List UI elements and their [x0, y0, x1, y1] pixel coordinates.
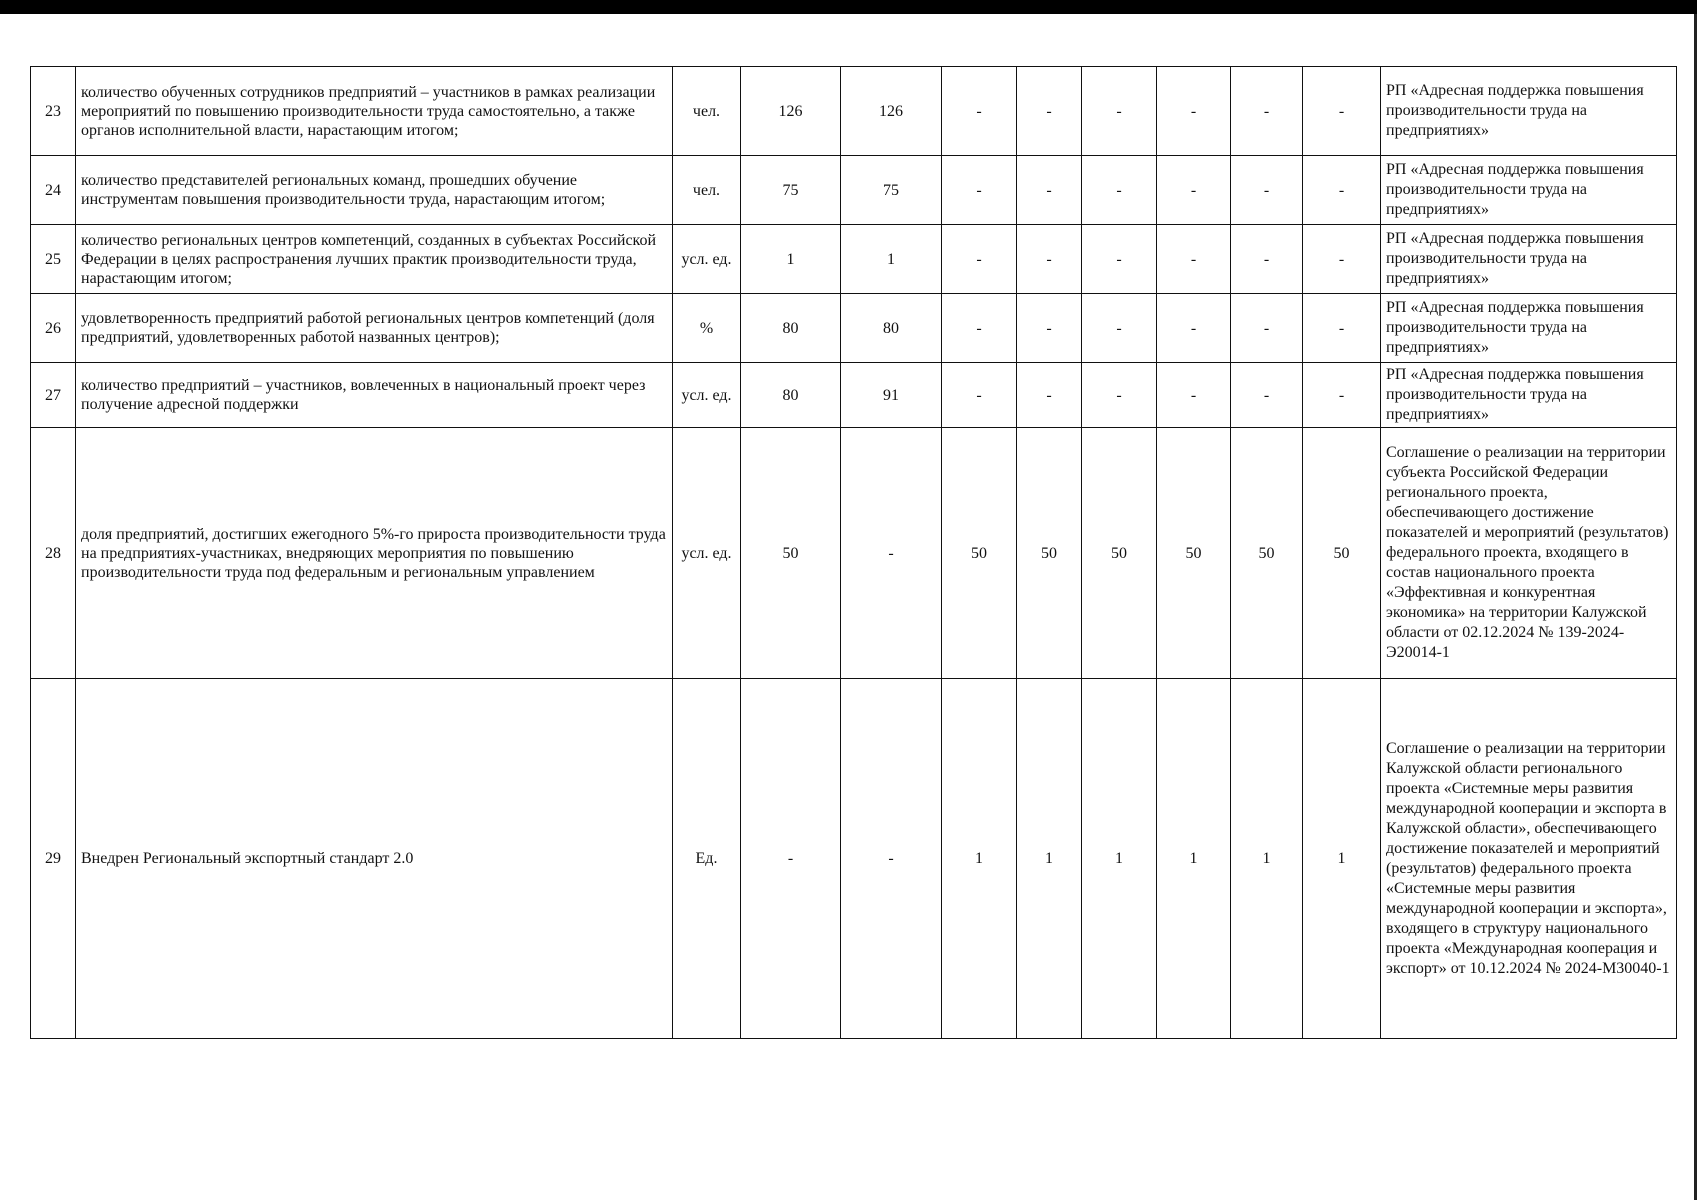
- value-cell: -: [741, 679, 841, 1039]
- value-cell: -: [841, 679, 942, 1039]
- unit-cell: усл. ед.: [673, 428, 741, 679]
- value-cell: 126: [741, 67, 841, 156]
- value-cell: 50: [942, 428, 1017, 679]
- source-document: Соглашение о реализации на территории Калужской области регионального проекта «Системные меры развития международной кооперации и экспорта в Калужской области», обеспечивающего достижение показателей и мероприятий (результатов) федерального проекта «Системные меры развития международной кооперации и экспорта», входящего в структуру национального проекта «Международная кооперация и экспорт» от 10.12.2024 № 2024-М30040-1: [1381, 679, 1677, 1039]
- value-cell: -: [1082, 225, 1157, 294]
- value-cell: -: [1157, 225, 1231, 294]
- value-cell: -: [1082, 67, 1157, 156]
- indicator-description: удовлетворенность предприятий работой региональных центров компетенций (доля предприятий, удовлетворенных работой названных центров);: [76, 294, 673, 363]
- value-cell: 91: [841, 363, 942, 428]
- value-cell: 1: [1017, 679, 1082, 1039]
- table-row: [31, 156, 1677, 225]
- indicator-description: количество обученных сотрудников предприятий – участников в рамках реализации мероприятий по повышению производительности труда самостоятельно, а также органов исполнительной власти, нарастающим итогом;: [76, 67, 673, 156]
- value-cell: -: [841, 428, 942, 679]
- unit-cell: усл. ед.: [673, 225, 741, 294]
- row-number: 24: [31, 156, 76, 225]
- value-cell: -: [1231, 294, 1303, 363]
- value-cell: 1: [1157, 679, 1231, 1039]
- value-cell: -: [1017, 363, 1082, 428]
- value-cell: 50: [1231, 428, 1303, 679]
- source-document: РП «Адресная поддержка повышения производительности труда на предприятиях»: [1381, 363, 1677, 428]
- value-cell: -: [1231, 225, 1303, 294]
- value-cell: -: [1017, 294, 1082, 363]
- value-cell: -: [942, 294, 1017, 363]
- scan-top-band: [0, 0, 1697, 14]
- row-number: 26: [31, 294, 76, 363]
- unit-cell: чел.: [673, 67, 741, 156]
- value-cell: 50: [1017, 428, 1082, 679]
- value-cell: 80: [741, 363, 841, 428]
- value-cell: 1: [741, 225, 841, 294]
- value-cell: 1: [841, 225, 942, 294]
- value-cell: 80: [741, 294, 841, 363]
- value-cell: -: [1017, 67, 1082, 156]
- indicator-description: количество предприятий – участников, вовлеченных в национальный проект через получение адресной поддержки: [76, 363, 673, 428]
- value-cell: -: [1082, 294, 1157, 363]
- value-cell: -: [1231, 363, 1303, 428]
- value-cell: -: [1231, 67, 1303, 156]
- value-cell: -: [1157, 67, 1231, 156]
- indicator-description: Внедрен Региональный экспортный стандарт 2.0: [76, 679, 673, 1039]
- value-cell: 50: [741, 428, 841, 679]
- value-cell: -: [942, 363, 1017, 428]
- table-row: [31, 679, 1677, 1039]
- unit-cell: чел.: [673, 156, 741, 225]
- value-cell: 80: [841, 294, 942, 363]
- source-document: Соглашение о реализации на территории субъекта Российской Федерации регионального проекта, обеспечивающего достижение показателей и мероприятий (результатов) федерального проекта, входящего в состав национального проекта «Эффективная и конкурентная экономика» на территории Калужской области от 02.12.2024 № 139-2024-Э20014-1: [1381, 428, 1677, 679]
- row-number: 29: [31, 679, 76, 1039]
- row-number: 28: [31, 428, 76, 679]
- indicator-description: количество региональных центров компетенций, созданных в субъектах Российской Федерации в целях распространения лучших практик производительности труда, нарастающим итогом;: [76, 225, 673, 294]
- value-cell: 50: [1303, 428, 1381, 679]
- source-document: РП «Адресная поддержка повышения производительности труда на предприятиях»: [1381, 294, 1677, 363]
- value-cell: -: [942, 225, 1017, 294]
- value-cell: -: [1303, 294, 1381, 363]
- row-number: 27: [31, 363, 76, 428]
- value-cell: 50: [1082, 428, 1157, 679]
- unit-cell: усл. ед.: [673, 363, 741, 428]
- indicator-description: количество представителей региональных команд, прошедших обучение инструментам повышения производительности труда, нарастающим итогом;: [76, 156, 673, 225]
- value-cell: -: [1082, 363, 1157, 428]
- value-cell: -: [1303, 225, 1381, 294]
- value-cell: -: [1017, 225, 1082, 294]
- value-cell: -: [1157, 363, 1231, 428]
- source-document: РП «Адресная поддержка повышения производительности труда на предприятиях»: [1381, 67, 1677, 156]
- value-cell: -: [1157, 156, 1231, 225]
- value-cell: 1: [1231, 679, 1303, 1039]
- source-document: РП «Адресная поддержка повышения производительности труда на предприятиях»: [1381, 225, 1677, 294]
- value-cell: 126: [841, 67, 942, 156]
- value-cell: 1: [1303, 679, 1381, 1039]
- value-cell: -: [1082, 156, 1157, 225]
- value-cell: -: [942, 67, 1017, 156]
- value-cell: 75: [741, 156, 841, 225]
- value-cell: -: [1303, 156, 1381, 225]
- value-cell: 1: [942, 679, 1017, 1039]
- unit-cell: Ед.: [673, 679, 741, 1039]
- table-row: [31, 363, 1677, 428]
- value-cell: -: [1017, 156, 1082, 225]
- indicator-description: доля предприятий, достигших ежегодного 5%-го прироста производительности труда на предприятиях-участниках, внедряющих мероприятия по повышению производительности труда под федеральным и региональным управлением: [76, 428, 673, 679]
- value-cell: -: [1303, 363, 1381, 428]
- table-row: [31, 428, 1677, 679]
- row-number: 25: [31, 225, 76, 294]
- source-document: РП «Адресная поддержка повышения производительности труда на предприятиях»: [1381, 156, 1677, 225]
- table-row: [31, 294, 1677, 363]
- table-row: [31, 67, 1677, 156]
- value-cell: 1: [1082, 679, 1157, 1039]
- row-number: 23: [31, 67, 76, 156]
- value-cell: -: [1157, 294, 1231, 363]
- value-cell: 75: [841, 156, 942, 225]
- value-cell: 50: [1157, 428, 1231, 679]
- unit-cell: %: [673, 294, 741, 363]
- value-cell: -: [942, 156, 1017, 225]
- value-cell: -: [1303, 67, 1381, 156]
- indicators-table: [30, 66, 1677, 1039]
- value-cell: -: [1231, 156, 1303, 225]
- table-row: [31, 225, 1677, 294]
